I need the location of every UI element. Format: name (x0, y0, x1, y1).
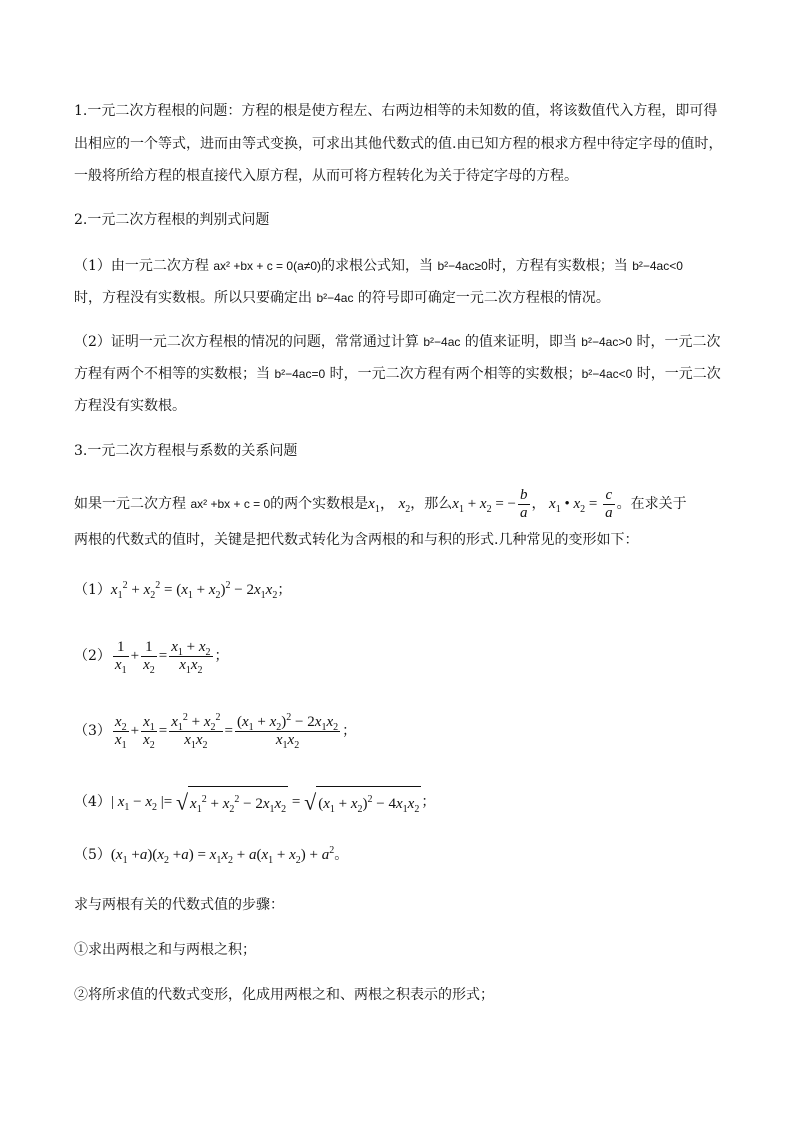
discriminant-line-2: 时，方程没有实数根。所以只要确定出 b²−4ac 的符号即可确定一元二次方程根的情况。 (74, 290, 610, 306)
paragraph-1-line-3: 一般将所给方程的根直接代入原方程，从而可将方程转化为关于待定字母的方程。 (74, 168, 578, 184)
steps-title: 求与两根有关的代数式值的步骤： (74, 897, 284, 913)
vieta-sum-formula: $x_1 + x_2$ = − $\frac{b}{a}$ (452, 487, 528, 522)
formula-1: $(1)x_1^2 + x_2^2 = (x_1 + x_2)^2 - 2x_1x_2$； (74, 580, 292, 601)
roots-x1-x2: $x_1$， $x_2$ (368, 496, 411, 515)
formula-4: （4）| $x_1 - x_2$ |= √ $x_1^2 + x_2^2 - 2x_1x_2$ = √ $(x_1 + x_2)^2 - 4x_1x_2$ ； (74, 786, 435, 819)
step-2: ②将所求值的代数式变形，化成用两根之和、两根之积表示的形式； (74, 987, 494, 1003)
heading-discriminant: 2.一元二次方程根的判别式问题 (74, 212, 270, 228)
formula-2: （2） $\frac{1}{x_1}$ + $\frac{1}{x_2}$ = $\frac{x_1 + x_2}{x_1x_2}$ ； (74, 639, 229, 677)
proof-line-2: 方程有两个不相等的实数根；当 b²−4ac=0 时，一元二次方程有两个相等的实数根；b²−4ac<0 时，一元二次 (74, 366, 721, 382)
vieta-line-1: 如果一元二次方程 ax² +bx + c = 0的两个实数根是$x_1$， $x_2$，那么$x_1 + x_2$ = − $\frac{b}{a}$ ， $x_1$ • $x_2$ = $\frac{c}{a}$ 。在求关于 (74, 487, 687, 522)
vieta-line-2: 两根的代数式的值时，关键是把代数式转化为含两根的和与积的形式.几种常见的变形如下： (74, 532, 639, 548)
formula-5: $(5)(x_1 +a)(x_2 +a) = x_1x_2 + a(x_1 + x_2) + a^2$。 (74, 845, 349, 866)
step-1: ①求出两根之和与两根之积； (74, 942, 256, 958)
paragraph-1-line-2: 出相应的一个等式，进而由等式变换，可求出其他代数式的值.由已知方程的根求方程中待定字母的值时， (74, 136, 723, 152)
proof-line-3: 方程没有实数根。 (74, 398, 186, 414)
discriminant-line-1: （1）由一元二次方程 ax² +bx + c = 0(a≠0)的求根公式知，当 b²−4ac≥0时，方程有实数根；当 b²−4ac<0 (74, 258, 683, 274)
vieta-product-formula: $x_1$ • $x_2$ = $\frac{c}{a}$ (549, 487, 613, 522)
paragraph-1-line-1: 1.一元二次方程根的问题：方程的根是使方程左、右两边相等的未知数的值，将该数值代入方程，即可得 (74, 103, 718, 119)
proof-line-1: （2）证明一元二次方程根的情况的问题，常常通过计算 b²−4ac 的值来证明，即当 b²−4ac>0 时，一元二次 (74, 334, 721, 350)
heading-vieta: 3.一元二次方程根与系数的关系问题 (74, 443, 298, 459)
formula-3: （3） $\frac{x_2}{x_1}$ + $\frac{x_1}{x_2}$ = $\frac{x_1^2 + x_2^2}{x_1x_2}$ = $\frac{(x_1 + x_2)^2 - 2x_1x_2}{x_1x_2}$ ； (74, 712, 357, 752)
